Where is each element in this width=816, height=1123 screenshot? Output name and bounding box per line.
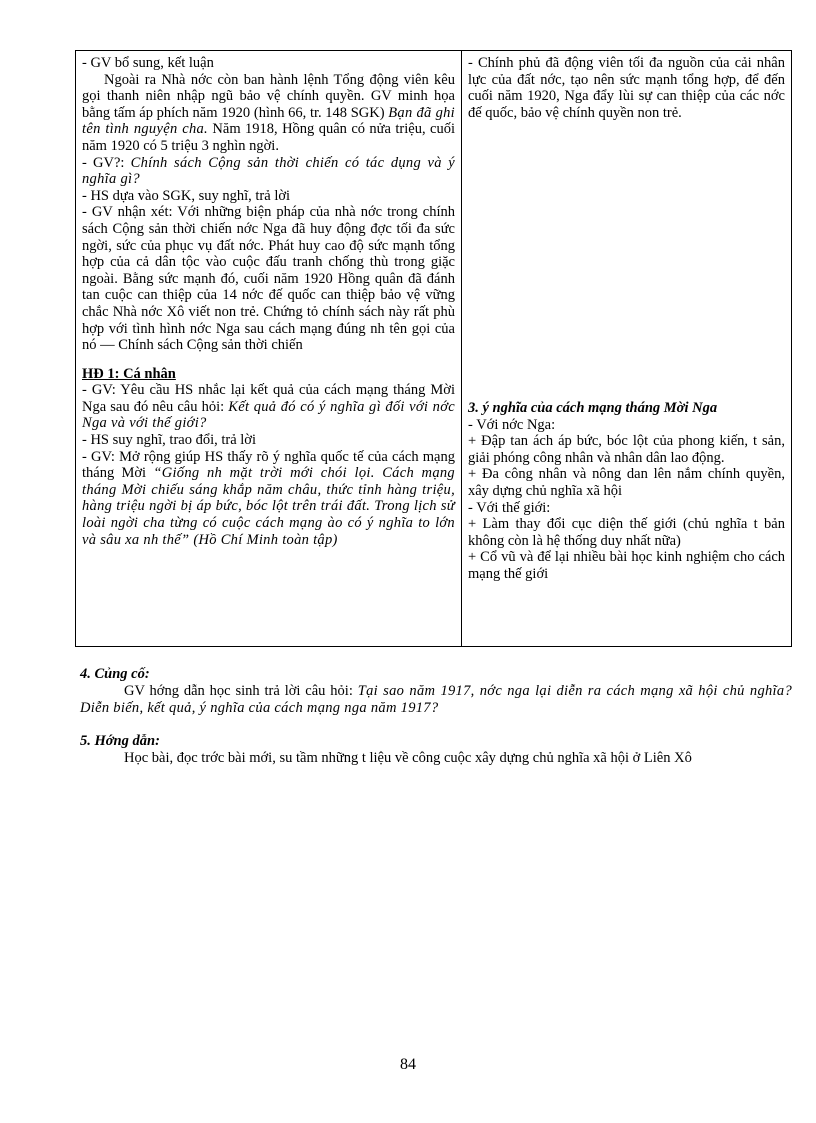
page-number: 84: [400, 1056, 416, 1073]
government-paragraph: - Chính phủ đã động viên tối đa nguồn của cải nhân lực của đất nớc, tạo nên sức mạnh tổng hợp, để đến cuối năm 1920, Nga đẩy lùi sự can thiệp của các nớc đế quốc, bảo vệ chính quyền non trẻ.: [468, 55, 785, 121]
significance-item-2: + Đa công nhân và nông dan lên nắm chính quyền, xây dựng chủ nghĩa xã hội: [468, 466, 785, 499]
guidance-section: [80, 733, 792, 767]
significance-russia-label: - Với nớc Nga:: [468, 416, 556, 433]
guidance-title: 5. Hớng dẫn:: [80, 733, 160, 749]
gv-remark-paragraph: - GV nhận xét: Với những biện pháp của nhà nớc trong chính sách Cộng sản thời chiến nớc Nga đã huy động đợc tối đa sức ngời, sức của phục vụ đất nớc. Phát huy cao độ sức mạnh tổng hợp của cả dân tộc vào cuộc đấu tranh chống thù trong giặc ngoài. Bằng sức mạnh đó, cuối năm 1920 Hồng quân đã đánh tan cuộc can thiệp của 14 nớc đế quốc can thiệp bảo vệ vững chắc Nhà nớc Xô viết non trẻ. Chứng tỏ chính sách này rất phù hợp với tình hình nớc Nga sau cách mạng đúng nh tên gọi của nó — Chính sách Cộng sản thời chiến: [82, 204, 455, 354]
hs-discuss-line: - HS suy nghĩ, trao đổi, trả lời: [82, 432, 256, 449]
significance-item-4: + Cổ vũ và để lại nhiều bài học kinh nghiệm cho cách mạng thế giới: [468, 549, 785, 582]
consolidation-title: 4. Củng cố:: [80, 666, 150, 682]
significance-item-3: + Làm thay đổi cục diện thế giới (chủ nghĩa t bản không còn là hệ thống duy nhất nữa): [468, 516, 785, 549]
gv-question-line: - GV?: Chính sách Cộng sản thời chiến có tác dụng và ý nghĩa gì?: [82, 154, 455, 188]
gv-expand-paragraph: - GV: Mở rộng giúp HS thấy rõ ý nghĩa quốc tế của cách mạng tháng Mời “Giống nh mặt trời mới chói lọi. Cách mạng tháng Mời chiếu sáng khắp năm châu, thức tỉnh hàng triệu, hàng triệu ngời bị áp bức, bóc lột trên trái đất. Trong lịch sử loài ngời cha từng có cuộc cách mạng ào có ý nghĩa to lớn và sâu xa nh thế” (Hồ Chí Minh toàn tập): [82, 448, 455, 548]
significance-item-1: + Đập tan ách áp bức, bóc lột của phong kiến, t sản, giải phóng công nhân và nhân dân lao động.: [468, 433, 785, 466]
consolidation-text: GV hớng dẫn học sinh trả lời câu hỏi: Tại sao năm 1917, nớc nga lại diễn ra cách mạng xã hội chủ nghĩa? Diễn biến, kết quả, ý nghĩa của cách mạng nga năm 1917?: [80, 683, 792, 716]
guidance-text: Học bài, đọc trớc bài mới, su tầm những t liệu về công cuộc xây dựng chủ nghĩa xã hội ở Liên Xô: [124, 750, 692, 766]
lesson-table: [75, 50, 792, 647]
mobilization-paragraph: Ngoài ra Nhà nớc còn ban hành lệnh Tổng động viên kêu gọi thanh niên nhập ngũ bảo vệ chính quyền. GV minh họa bằng tấm áp phích năm 1920 (hình 66, tr. 148 SGK) Bạn đã ghi tên tình nguyện cha. Năm 1918, Hồng quân có nửa triệu, cuối năm 1920 có 5 triệu 3 nghìn ngời.: [82, 71, 455, 154]
significance-world-label: - Với thế giới:: [468, 499, 551, 516]
content-cell: [462, 51, 792, 647]
hs-answer-line: - HS dựa vào SGK, suy nghĩ, trả lời: [82, 187, 291, 204]
consolidation-section: [80, 666, 792, 717]
gv-request-paragraph: - GV: Yêu cầu HS nhắc lại kết quả của cách mạng tháng Mời Nga sau đó nêu câu hỏi: Kết quả đó có ý nghĩa gì đối với nớc Nga và với thế giới?: [82, 382, 455, 432]
teacher-activity-cell: [76, 51, 462, 647]
activity-heading: HĐ 1: Cá nhân: [82, 365, 176, 382]
significance-heading: 3. ý nghĩa của cách mạng tháng Mời Nga: [468, 400, 718, 416]
gv-conclusion-line: - GV bổ sung, kết luận: [82, 55, 214, 71]
